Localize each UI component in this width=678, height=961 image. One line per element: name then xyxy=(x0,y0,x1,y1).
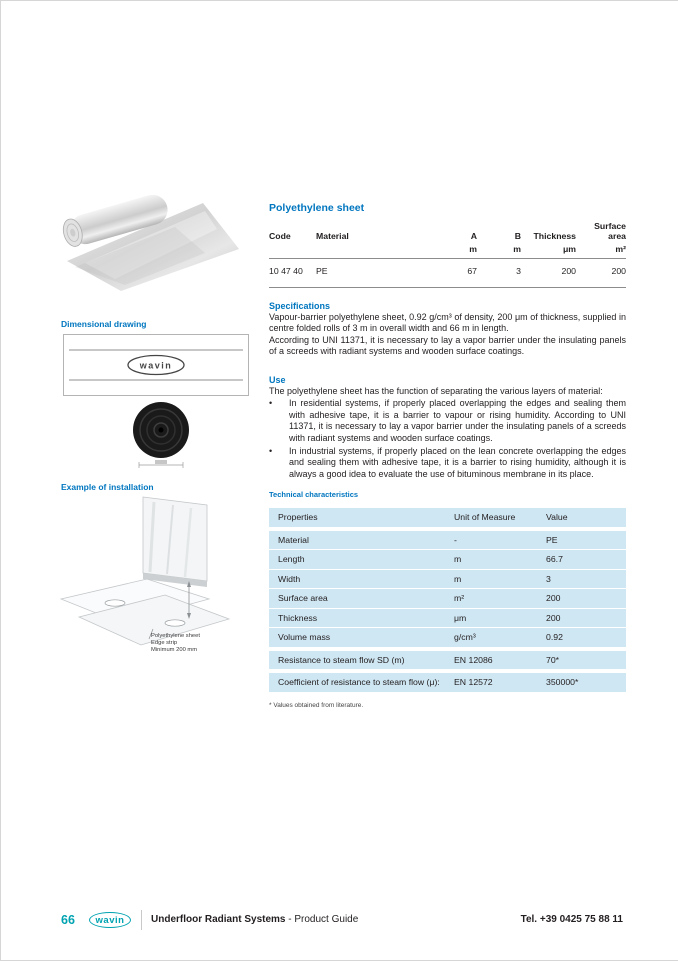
bullet-text: In industrial systems, if properly placed on the lean concrete overlapping the edges and sealing them with adhesive tape, it is a barrier to rising humidity, although it is always a good idea to evaluate the use of bituminous membrane in its place. xyxy=(289,446,626,479)
cell-thickness: 200 xyxy=(561,266,576,276)
table-row xyxy=(269,550,626,569)
list-item xyxy=(269,398,626,444)
dimensional-drawing-label: Dimensional drawing xyxy=(61,319,147,329)
unit-b: m xyxy=(513,244,521,254)
cell-a: 67 xyxy=(467,266,477,276)
cell-unit: m xyxy=(454,554,462,565)
cell-material: PE xyxy=(316,266,328,276)
col-header-value: Value xyxy=(546,512,568,523)
footer-title-bold: Underfloor Radiant Systems xyxy=(151,914,286,925)
drawing-logo-text: wavin xyxy=(139,360,173,371)
use-text xyxy=(269,386,626,482)
annotation-line: Minimum 200 mm xyxy=(151,647,198,654)
cell-property: Coefficient of resistance to steam flow (μ): xyxy=(278,677,440,687)
table-footnote: * Values obtained from literature. xyxy=(269,702,364,709)
table-header-row xyxy=(269,508,626,527)
cell-property: Volume mass xyxy=(278,632,331,642)
cell-unit: EN 12572 xyxy=(454,677,493,688)
cell-unit: μm xyxy=(454,612,467,623)
col-header-material: Material xyxy=(316,231,349,241)
cell-property: Thickness xyxy=(278,612,318,623)
footer-divider xyxy=(141,910,142,930)
table-row xyxy=(269,651,626,670)
table-row xyxy=(269,628,626,647)
cell-unit: m² xyxy=(454,593,465,604)
cell-value: 66.7 xyxy=(546,554,563,565)
col-header-a: A xyxy=(470,231,477,241)
annotation-line: Edge strip xyxy=(151,640,178,647)
table-row xyxy=(269,673,626,692)
cell-unit: EN 12086 xyxy=(454,654,493,665)
footer-phone: Tel. +39 0425 75 88 11 xyxy=(520,914,623,925)
col-header-surface-area: Surface area xyxy=(594,221,626,241)
product-photo xyxy=(55,183,241,295)
cell-value: 350000* xyxy=(546,677,579,688)
use-heading: Use xyxy=(269,375,286,385)
col-header-thickness: Thickness xyxy=(533,231,576,241)
table-row xyxy=(269,609,626,628)
specifications-heading: Specifications xyxy=(269,301,331,311)
specifications-text xyxy=(269,312,626,358)
table-row xyxy=(269,531,626,550)
cell-property: Surface area xyxy=(278,593,328,603)
col-header-unit: Unit of Measure xyxy=(454,512,516,523)
col-header-properties: Properties xyxy=(278,512,318,522)
cell-value: 3 xyxy=(546,573,551,584)
cell-value: 70* xyxy=(546,654,560,665)
wavin-logo-text: wavin xyxy=(95,914,125,926)
technical-characteristics-heading: Technical characteristics xyxy=(269,490,359,499)
cell-unit: - xyxy=(454,534,457,545)
footer-title xyxy=(151,914,358,925)
cell-surface-area: 200 xyxy=(611,266,626,276)
cell-property: Width xyxy=(278,573,301,584)
spec-table-header xyxy=(269,221,626,241)
cell-code: 10 47 40 xyxy=(269,266,303,276)
spec-table-units xyxy=(269,244,626,254)
page-title: Polyethylene sheet xyxy=(269,202,365,214)
example-of-installation-label: Example of installation xyxy=(61,482,154,492)
footer-title-rest: - Product Guide xyxy=(285,914,359,925)
cell-unit: g/cm³ xyxy=(454,632,476,643)
page-number: 66 xyxy=(61,913,75,927)
paragraph: Vapour-barrier polyethylene sheet, 0.92 g/cm³ of density, 200 μm of thickness, supplied in centre folded rolls of 3 m in overall width and 66 m in length. xyxy=(269,312,626,334)
cell-b: 3 xyxy=(516,266,521,276)
divider xyxy=(269,287,626,288)
col-header-b: B xyxy=(514,231,521,241)
table-row xyxy=(269,589,626,608)
paragraph: According to UNI 11371, it is necessary to lay a vapor barrier under the insulating panels of a screeds with radiant systems and wooden surface coatings. xyxy=(269,334,626,357)
technical-table xyxy=(269,508,626,693)
cell-property: Length xyxy=(278,554,305,564)
bullet-marker: • xyxy=(269,446,273,457)
annotation-line: Polyethylene sheet xyxy=(151,633,200,639)
cell-property: Resistance to steam flow SD (m) xyxy=(278,654,405,665)
installation-annotations xyxy=(151,633,200,655)
cell-value: 200 xyxy=(546,612,561,623)
spec-table xyxy=(269,221,626,288)
list-item xyxy=(269,446,626,480)
roll-end-drawing xyxy=(131,401,193,471)
bullet-text: In residential systems, if properly placed overlapping the edges and sealing them with adhesive tape, it is a barrier to vapour or rising humidity. According to UNI 11371, it is necessary to lay a vapor barrier under the insulating panels of a screeds with radiant systems and wooden surface coatings. xyxy=(289,398,626,443)
cell-property: Material xyxy=(278,534,309,545)
cell-value: 200 xyxy=(546,593,561,604)
wavin-logo xyxy=(89,912,131,928)
unit-surface-area: m² xyxy=(615,244,626,254)
unit-a: m xyxy=(469,244,477,254)
cell-value: PE xyxy=(546,534,558,545)
col-header-code: Code xyxy=(269,231,291,241)
cell-value: 0.92 xyxy=(546,632,563,643)
cell-unit: m xyxy=(454,573,462,584)
unit-thickness: μm xyxy=(562,244,576,254)
dimensional-drawing xyxy=(63,334,249,396)
table-row xyxy=(269,259,626,283)
bullet-marker: • xyxy=(269,398,273,409)
paragraph: The polyethylene sheet has the function of separating the various layers of material: xyxy=(269,386,603,396)
dimension-label-illegible xyxy=(155,460,167,464)
table-row xyxy=(269,570,626,589)
